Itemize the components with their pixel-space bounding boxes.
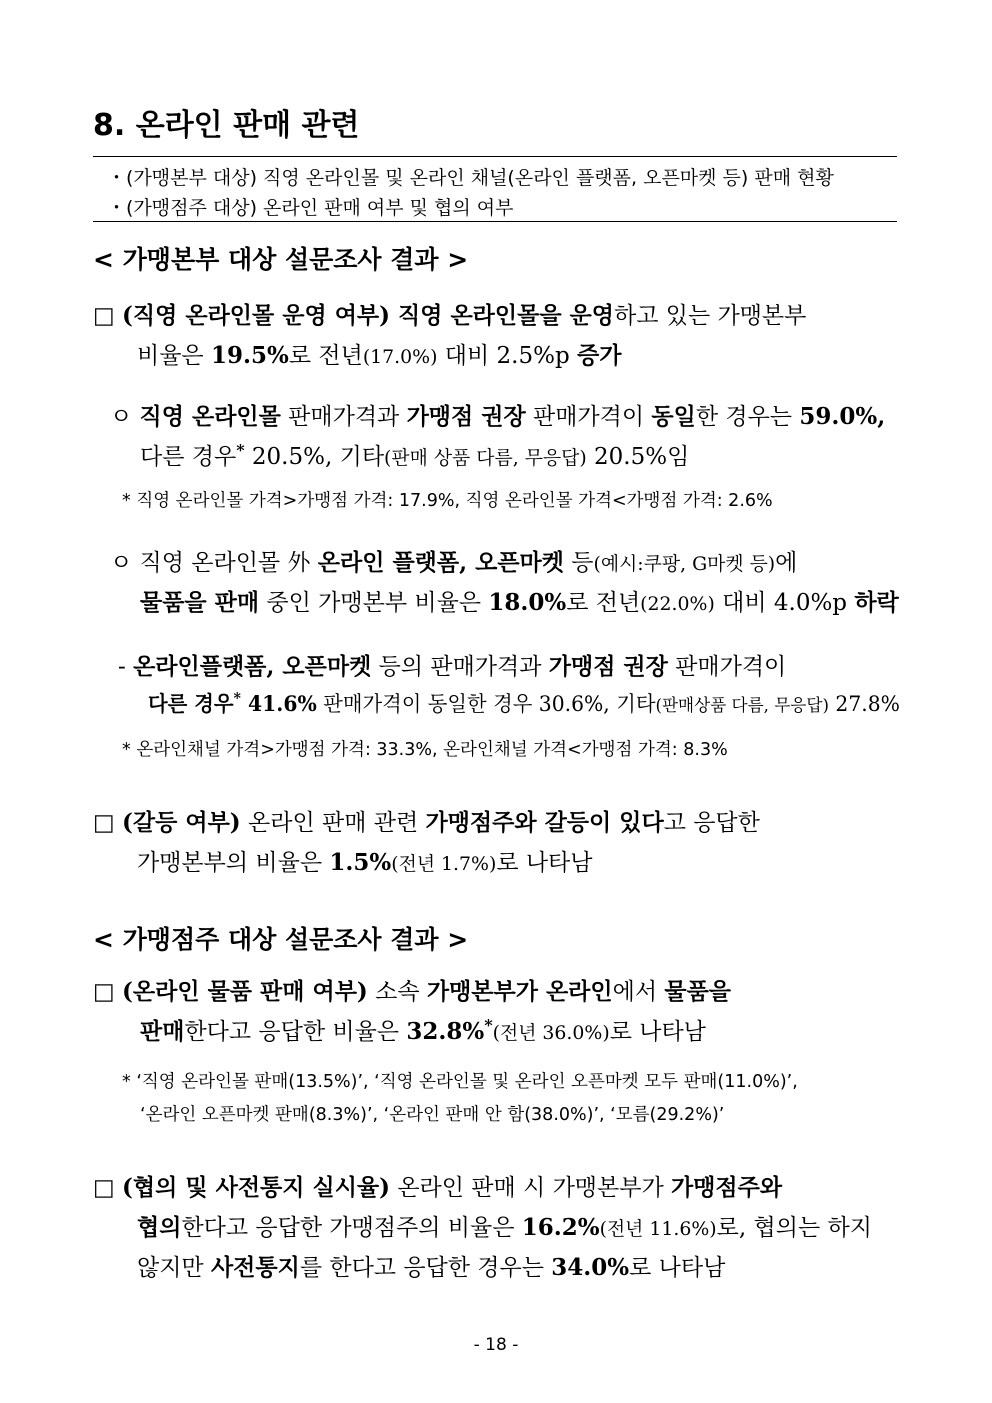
bold-term: 협의 bbox=[137, 1214, 182, 1241]
checkbox-bullet: □ bbox=[93, 303, 115, 329]
text: 로 전년 bbox=[566, 590, 641, 616]
franchisor-note-2: * 온라인채널 가격>가맹점 가격: 33.3%, 온라인채널 가격<가맹점 가격: 8.3% bbox=[122, 740, 728, 760]
text: 에서 bbox=[612, 979, 665, 1005]
text: 에 bbox=[775, 550, 798, 576]
franchisor-p5-line2 bbox=[137, 844, 593, 877]
bold-term: 가맹점주와 bbox=[670, 1174, 783, 1201]
value-16-2: 16.2% bbox=[521, 1214, 600, 1241]
bold-lead: (협의 및 사전통지 실시율) bbox=[122, 1174, 391, 1201]
franchisor-p4-line2 bbox=[148, 688, 900, 718]
bold-term: 가맹본부가 온라인 bbox=[426, 978, 613, 1005]
value-34: 34.0% bbox=[551, 1254, 630, 1281]
franchisee-p2-line2 bbox=[137, 1209, 872, 1242]
text: 27.8% bbox=[828, 692, 900, 716]
bold-term: 가맹점 권장 bbox=[406, 403, 526, 430]
text: 한다고 응답한 비율은 bbox=[184, 1019, 407, 1045]
bold-lead: (갈등 여부) bbox=[122, 809, 241, 836]
text: 한다고 응답한 가맹점주의 비율은 bbox=[181, 1215, 522, 1241]
checkbox-bullet: □ bbox=[93, 810, 115, 836]
franchisor-p4-line1 bbox=[118, 648, 786, 681]
prev-year-value: (전년 36.0%) bbox=[492, 1022, 610, 1044]
bold-term: 다른 경우 bbox=[148, 691, 234, 716]
bold-term: 직영 온라인몰 bbox=[139, 403, 281, 430]
checkbox-bullet: □ bbox=[93, 979, 115, 1005]
text: 로, 협의는 하지 bbox=[716, 1215, 872, 1241]
prev-year-value: (전년 11.6%) bbox=[599, 1218, 717, 1240]
section-title: 8. 온라인 판매 관련 bbox=[93, 108, 360, 143]
value-1-5: 1.5% bbox=[329, 849, 392, 876]
franchisee-p1-line2 bbox=[140, 1013, 706, 1046]
franchisor-p2-line1 bbox=[110, 398, 885, 431]
text: 온라인 판매 관련 bbox=[240, 810, 426, 836]
franchisor-survey-heading: < 가맹본부 대상 설문조사 결과 > bbox=[93, 245, 469, 274]
franchisor-p5-line1 bbox=[93, 804, 760, 837]
checkbox-bullet: □ bbox=[93, 1175, 115, 1201]
text: 등의 판매가격과 bbox=[371, 654, 549, 680]
text: 한 경우는 bbox=[695, 404, 800, 430]
franchisor-p2-line2 bbox=[140, 438, 689, 471]
text: 대비 2.5%p bbox=[437, 343, 577, 369]
prev-year-value: (전년 1.7%) bbox=[391, 853, 497, 875]
text: 판매가격과 bbox=[280, 404, 407, 430]
prev-year-value: (17.0%) bbox=[362, 346, 438, 368]
bold-term: 판매 bbox=[140, 1018, 185, 1045]
bold-term: 가맹점주와 갈등이 있다 bbox=[425, 809, 664, 836]
page-number: - 18 - bbox=[473, 1335, 519, 1355]
value-41-6: 41.6% bbox=[240, 691, 317, 716]
trend-word: 하락 bbox=[854, 589, 899, 616]
paren-note: (판매상품 다름, 무응답) bbox=[655, 696, 829, 716]
p1-bold-lead: (직영 온라인몰 운영 여부) 직영 온라인몰을 운영 bbox=[122, 302, 614, 329]
trend-word: 증가 bbox=[576, 342, 622, 369]
text: 로 나타남 bbox=[629, 1255, 726, 1281]
paren-note: (판매 상품 다름, 무응답) bbox=[384, 447, 587, 469]
scope-box bbox=[93, 156, 897, 222]
text: 를 한다고 응답한 경우는 bbox=[299, 1255, 552, 1281]
text: 로 나타남 bbox=[496, 850, 593, 876]
value-32-8: 32.8% bbox=[406, 1018, 485, 1045]
text: 비율은 bbox=[137, 343, 211, 369]
text: 판매가격이 동일한 경우 30.6%, 기타 bbox=[316, 692, 656, 716]
prev-year-value: (22.0%) bbox=[640, 593, 715, 615]
text: 중인 가맹본부 비율은 bbox=[259, 590, 489, 616]
bold-term: 동일 bbox=[651, 403, 696, 430]
footnote-star: * bbox=[236, 440, 245, 460]
franchisee-note-line-1: * ‘직영 온라인몰 판매(13.5%)’, ‘직영 온라인몰 및 온라인 오픈마켓 모두 판매(11.0%)’, bbox=[122, 1072, 798, 1092]
bold-lead: (온라인 물품 판매 여부) bbox=[122, 978, 368, 1005]
paren-note: (예시:쿠팡, G마켓 등) bbox=[593, 553, 776, 575]
text: 가맹본부의 비율은 bbox=[137, 850, 330, 876]
franchisor-p3-line1 bbox=[110, 544, 797, 577]
value-19-5: 19.5% bbox=[210, 342, 289, 369]
bold-term: 온라인플랫폼, 오픈마켓 bbox=[133, 653, 372, 680]
value-18: 18.0% bbox=[488, 589, 567, 616]
p1-text: 하고 있는 가맹본부 bbox=[614, 303, 807, 329]
text: 다른 경우 bbox=[140, 444, 237, 470]
text: 등 bbox=[563, 550, 594, 576]
franchisee-survey-heading: < 가맹점주 대상 설문조사 결과 > bbox=[93, 925, 469, 954]
franchisor-p1-line2 bbox=[137, 337, 621, 370]
franchisor-note-1: * 직영 온라인몰 가격>가맹점 가격: 17.9%, 직영 온라인몰 가격<가맹점 가격: 2.6% bbox=[122, 491, 773, 511]
franchisor-p1-line1 bbox=[93, 297, 806, 330]
text: 온라인 판매 시 가맹본부가 bbox=[390, 1175, 671, 1201]
footnote-star: * bbox=[484, 1015, 493, 1035]
value-59: 59.0%, bbox=[799, 403, 886, 430]
franchisee-p2-line3 bbox=[137, 1249, 725, 1282]
scope-line-2: ・(가맹점주 대상) 온라인 판매 여부 및 협의 여부 bbox=[107, 197, 514, 219]
circle-bullet: ㅇ bbox=[110, 404, 133, 430]
franchisee-p2-line1 bbox=[93, 1169, 782, 1202]
bold-term: 가맹점 권장 bbox=[548, 653, 668, 680]
bold-term: 물품을 bbox=[664, 978, 732, 1005]
franchisor-p3-line2 bbox=[140, 584, 899, 617]
dash-bullet: - bbox=[118, 654, 126, 680]
text: 판매가격이 bbox=[667, 654, 787, 680]
franchisee-p1-line1 bbox=[93, 973, 731, 1006]
text: 고 응답한 bbox=[663, 810, 760, 836]
bold-term: 사전통지 bbox=[210, 1254, 300, 1281]
circle-bullet: ㅇ bbox=[110, 550, 133, 576]
bold-term: 온라인 플랫폼, 오픈마켓 bbox=[317, 549, 564, 576]
scope-line-1: ・(가맹본부 대상) 직영 온라인몰 및 온라인 채널(온라인 플랫폼, 오픈마켓 등) 판매 현황 bbox=[107, 167, 834, 189]
text: 판매가격이 bbox=[525, 404, 652, 430]
text: 소속 bbox=[367, 979, 427, 1005]
footnote-star: * bbox=[233, 690, 241, 707]
text: 20.5%임 bbox=[586, 444, 690, 470]
text: 대비 4.0%p bbox=[714, 590, 855, 616]
franchisee-note-line-2: ‘온라인 오픈마켓 판매(8.3%)’, ‘온라인 판매 안 함(38.0%)’, ‘모름(29.2%)’ bbox=[140, 1105, 725, 1125]
text: 직영 온라인몰 外 bbox=[139, 550, 318, 576]
bold-term: 물품을 판매 bbox=[140, 589, 260, 616]
text: 20.5%, 기타 bbox=[244, 444, 385, 470]
text: 않지만 bbox=[137, 1255, 211, 1281]
text: 로 나타남 bbox=[609, 1019, 706, 1045]
text: 로 전년 bbox=[288, 343, 363, 369]
